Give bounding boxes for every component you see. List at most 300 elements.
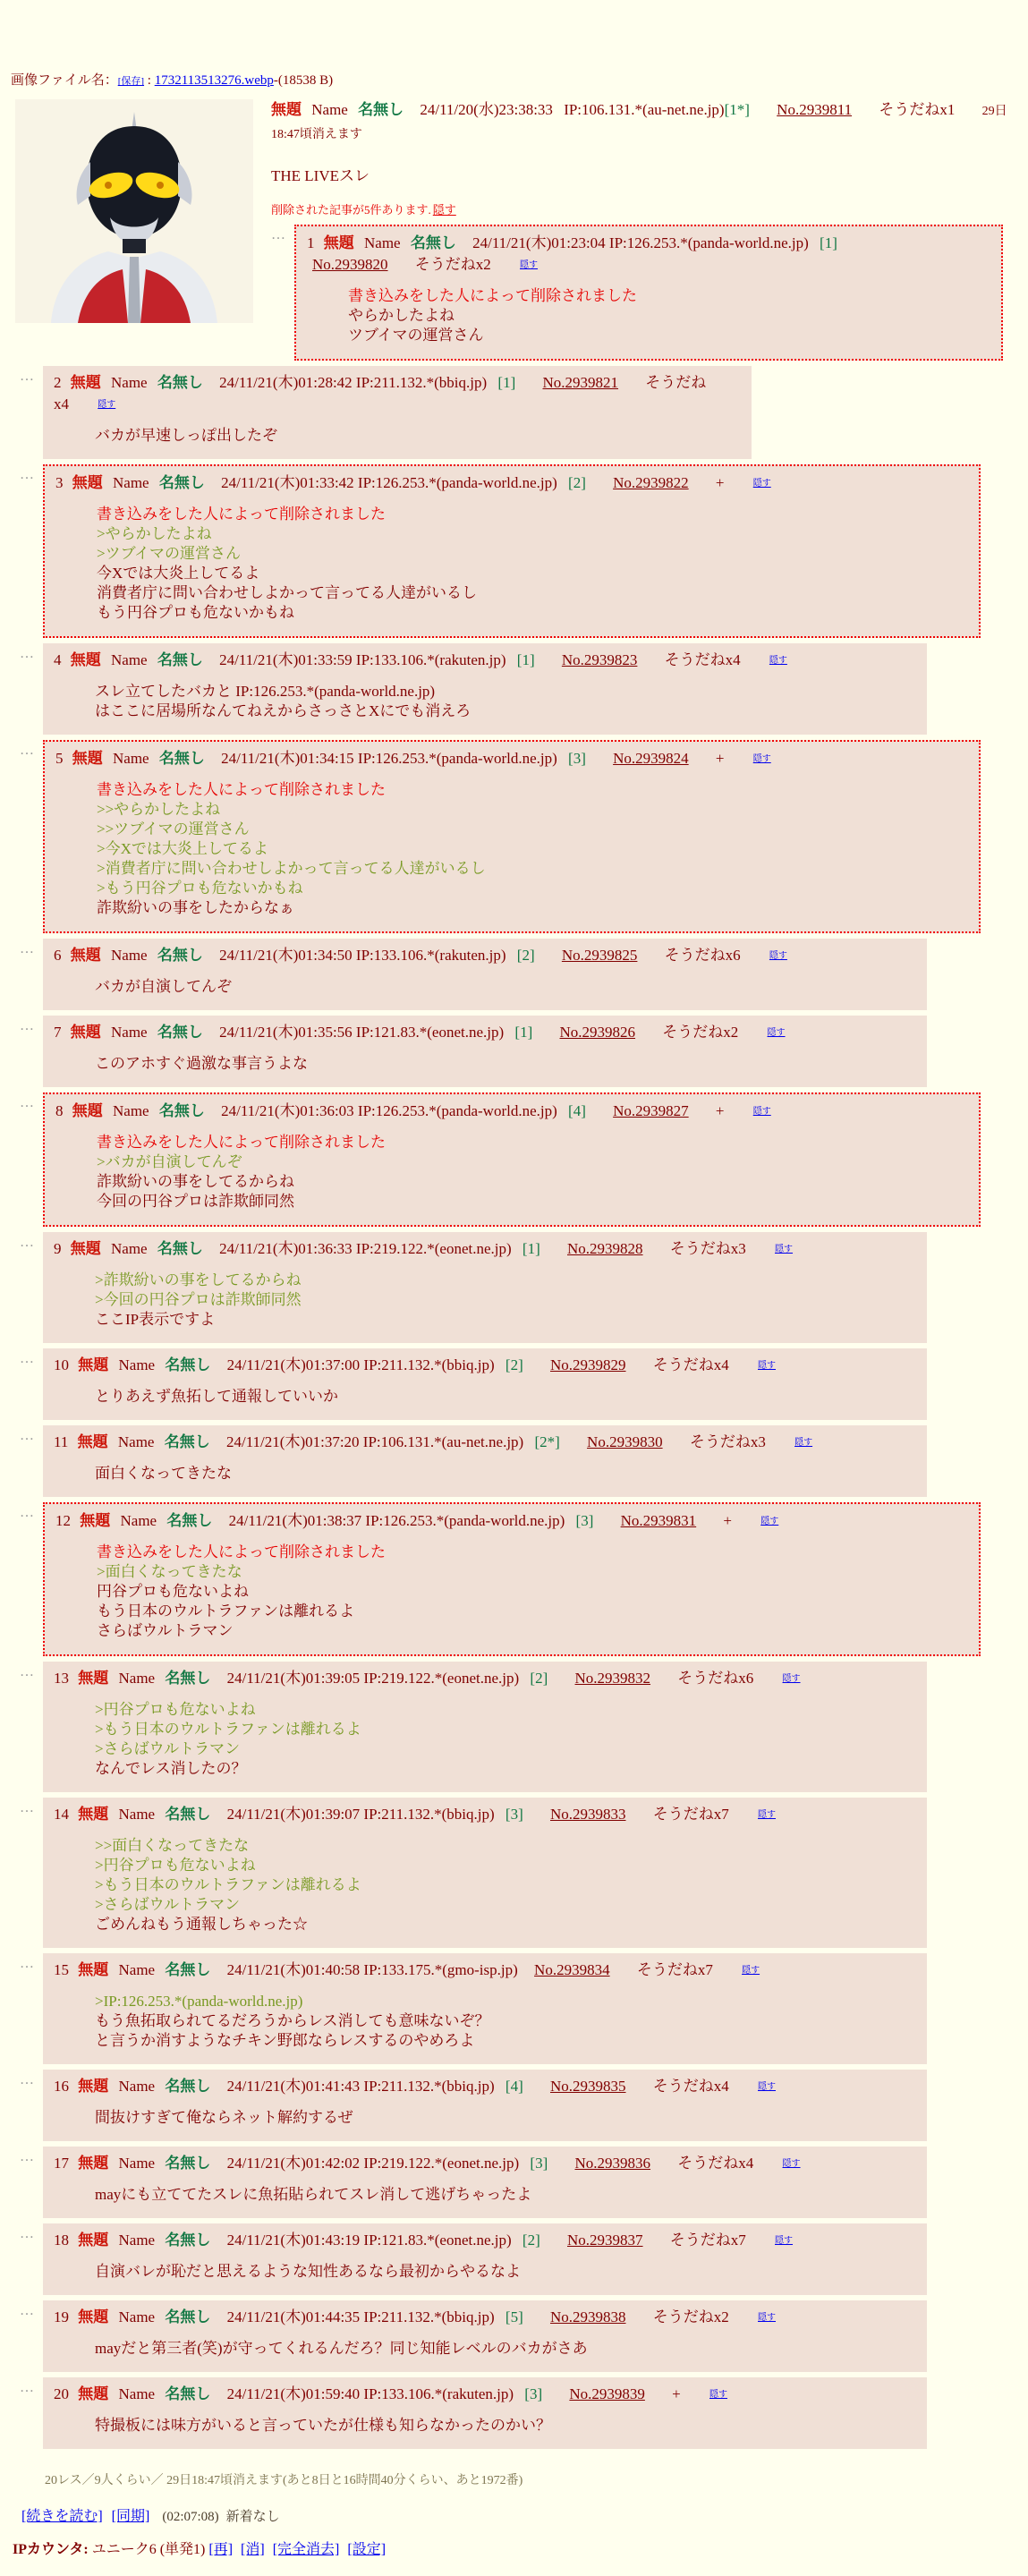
reply-header	[54, 1238, 886, 1262]
reply-poster-name: 名無し	[158, 474, 205, 491]
reply-body	[95, 1054, 886, 1074]
reply-sodane-button[interactable]: そうだねx4	[54, 374, 707, 412]
reply-number: 2	[54, 374, 62, 391]
reply-sodane-button[interactable]: +	[715, 750, 725, 767]
name-label: Name	[111, 1024, 148, 1041]
reply-post	[43, 1502, 981, 1656]
reply-row	[20, 2300, 1028, 2372]
reply-expand-dots[interactable]: …	[20, 1351, 35, 1366]
reply-sodane-button[interactable]: そうだねx2	[652, 2308, 729, 2325]
quote-line: >円谷プロも危ないよね	[95, 1857, 256, 1874]
name-label: Name	[364, 234, 401, 251]
reply-poster-name: 名無し	[165, 2385, 211, 2402]
reply-poster-name: 名無し	[157, 374, 203, 391]
quote-line: >>ツブイマの運営さん	[97, 820, 250, 837]
reply-sodane-button[interactable]: そうだねx2	[662, 1024, 739, 1041]
body-line: なんでレス消したの？	[95, 1760, 247, 1777]
reply-sodane-button[interactable]: +	[715, 1102, 725, 1119]
reply-poster-name: 名無し	[158, 1102, 205, 1119]
reply-row	[20, 2070, 1028, 2141]
reply-datetime-ip: 24/11/21(木)01:36:03 IP:126.253.*(panda-world.ne.jp)	[221, 1102, 557, 1119]
sync-link[interactable]: [同期]	[111, 2509, 150, 2524]
reply-expand-dots[interactable]: …	[20, 1428, 35, 1443]
reply-body	[97, 1133, 938, 1211]
reply-body	[95, 1700, 886, 1779]
reply-header	[54, 1668, 886, 1692]
reply-body	[95, 682, 886, 721]
reply-header	[55, 1101, 938, 1125]
body-line: さらばウルトラマン	[97, 1622, 234, 1639]
body-line: ここIP表示ですよ	[95, 1311, 216, 1328]
reply-body	[95, 426, 710, 446]
name-label: Name	[117, 1433, 155, 1450]
reply-row	[20, 643, 1028, 735]
body-line: 今Xでは大炎上してるよ	[97, 565, 260, 582]
body-line: ごめんねもう通報しちゃった☆	[95, 1916, 308, 1933]
reply-subject: 無題	[78, 1806, 109, 1823]
ip-counter-erase-link[interactable]: [消]	[241, 2542, 265, 2557]
reply-post-no-link[interactable]: No.2939827	[613, 1102, 689, 1119]
body-line: とりあえず魚拓して通報していいか	[95, 1388, 338, 1405]
name-label: Name	[111, 1240, 148, 1257]
quote-line: >さらばウルトラマン	[95, 1740, 241, 1757]
reply-header	[54, 2076, 886, 2100]
quote-line: >バカが自演してんぞ	[97, 1153, 242, 1170]
reply-ip-post-count: [2]	[505, 1356, 523, 1373]
op-datetime: 24/11/20(水)23:38:33	[420, 101, 553, 118]
reply-post-no-link[interactable]: No.2939824	[613, 750, 689, 767]
reply-body	[95, 1271, 886, 1330]
name-label: Name	[118, 2155, 156, 2172]
reply-header	[54, 650, 886, 674]
reply-post	[43, 2223, 927, 2295]
reply-datetime-ip: 24/11/21(木)01:34:50 IP:133.106.*(rakuten.jp)	[219, 947, 506, 964]
reply-sodane-button[interactable]: そうだねx6	[664, 947, 741, 964]
reply-header	[54, 1355, 886, 1379]
reply-ip-post-count: [5]	[505, 2308, 523, 2325]
reply-expand-dots[interactable]: …	[20, 2380, 35, 2395]
reply-post-no-link[interactable]: No.2939835	[549, 2078, 626, 2095]
reply-number: 20	[54, 2385, 69, 2402]
reply-datetime-ip: 24/11/21(木)01:39:07 IP:211.132.*(bbiq.jp)	[226, 1806, 495, 1823]
reply-post	[43, 366, 752, 459]
reply-datetime-ip: 24/11/21(木)01:43:19 IP:121.83.*(eonet.ne.jp)	[226, 2232, 512, 2249]
reply-datetime-ip: 24/11/21(木)01:44:35 IP:211.132.*(bbiq.jp)	[226, 2308, 495, 2325]
reply-post	[43, 1425, 927, 1497]
reply-body	[95, 1992, 886, 2051]
op-sodane-button[interactable]: そうだねx1	[879, 101, 956, 118]
reply-number: 8	[55, 1102, 64, 1119]
body-line: このアホすぐ過激な事言うよな	[95, 1055, 308, 1072]
ip-counter-label: IPカウンタ:	[13, 2542, 89, 2557]
reply-post-no-link[interactable]: No.2939837	[567, 2232, 643, 2249]
reply-expand-dots[interactable]: …	[20, 2303, 35, 2318]
reply-hide-link[interactable]: 隠す	[769, 656, 787, 666]
reply-number: 1	[307, 234, 315, 251]
reply-subject: 無題	[78, 2232, 109, 2249]
reply-row	[20, 464, 1028, 638]
reply-expand-dots[interactable]: …	[20, 941, 35, 956]
reply-number: 5	[55, 750, 64, 767]
quote-line: >やらかしたよね	[97, 525, 212, 542]
quote-line: >さらばウルトラマン	[95, 1896, 241, 1913]
reply-body	[95, 2339, 886, 2359]
quote-line: >円谷プロも危ないよね	[95, 1701, 256, 1718]
reply-body	[348, 286, 960, 345]
reply-sodane-button[interactable]: そうだねx4	[652, 2078, 729, 2095]
reply-post	[43, 1953, 927, 2064]
reply-post-no-link[interactable]: No.2939836	[574, 2155, 651, 2172]
ip-counter-erase-all-link[interactable]: [完全消去]	[272, 2542, 340, 2557]
reply-subject: 無題	[72, 474, 103, 491]
reply-row	[20, 1662, 1028, 1792]
quote-line: >今回の円谷プロは詐欺師同然	[95, 1291, 302, 1308]
reply-hide-link[interactable]: 隠す	[520, 260, 539, 270]
reply-hide-link[interactable]: 隠す	[760, 1517, 779, 1526]
quote-line: >消費者庁に問い合わせしよかって言ってる人達がいるし	[97, 860, 486, 877]
reply-poster-name: 名無し	[166, 1512, 213, 1529]
reply-hide-link[interactable]: 隠す	[98, 400, 116, 410]
reply-hide-link[interactable]: 隠す	[758, 1361, 777, 1371]
reply-datetime-ip: 24/11/21(木)01:34:15 IP:126.253.*(panda-world.ne.jp)	[221, 750, 557, 767]
reply-poster-name: 名無し	[164, 1433, 210, 1450]
reply-datetime-ip: 24/11/21(木)01:33:42 IP:126.253.*(panda-world.ne.jp)	[221, 474, 557, 491]
quote-line: >もう日本のウルトラファンは離れるよ	[95, 1876, 361, 1893]
reply-poster-name: 名無し	[165, 1670, 211, 1687]
name-label: Name	[111, 374, 148, 391]
reply-post	[43, 740, 981, 933]
reply-subject: 無題	[72, 1102, 103, 1119]
reply-hide-link[interactable]: 隠す	[769, 951, 787, 961]
reply-subject: 無題	[70, 1024, 101, 1041]
reply-row	[20, 366, 1028, 459]
reply-post-no-link[interactable]: No.2939830	[587, 1433, 663, 1450]
deleted-by-poster-line: 書き込みをした人によって削除されました	[97, 1134, 386, 1151]
ip-counter-line	[13, 2538, 1028, 2558]
reply-expand-dots[interactable]: …	[20, 743, 35, 758]
reply-number: 14	[54, 1806, 69, 1823]
reply-ip-post-count: [1]	[497, 374, 516, 391]
reply-post-no-link[interactable]: No.2939821	[542, 374, 619, 391]
reply-poster-name: 名無し	[165, 2078, 211, 2095]
replies-list	[9, 225, 1028, 2449]
reply-body	[97, 505, 938, 623]
reply-expand-dots[interactable]: …	[271, 227, 286, 242]
reply-subject: 無題	[78, 1670, 109, 1687]
reply-subject: 無題	[70, 947, 101, 964]
reply-poster-name: 名無し	[165, 2308, 211, 2325]
reply-ip-post-count: [2]	[516, 947, 535, 964]
reply-header	[54, 2384, 886, 2408]
body-line: スレ立てしたバカと IP:126.253.*(panda-world.ne.jp)	[95, 683, 436, 700]
reply-ip-post-count: [3]	[530, 2155, 548, 2172]
body-line: 円谷プロも危ないよね	[97, 1583, 249, 1600]
reply-hide-link[interactable]: 隠す	[775, 2236, 794, 2246]
reply-post-no-link[interactable]: No.2939832	[574, 1670, 651, 1687]
body-line: 特撮板には味方がいると言っていたが仕様も知らなかったのかい？	[95, 2417, 551, 2434]
op-post	[9, 96, 1028, 2449]
reply-expand-dots[interactable]: …	[20, 1235, 35, 1250]
reply-post-no-link[interactable]: No.2939829	[549, 1356, 626, 1373]
reply-row	[20, 1092, 1028, 1227]
reply-row	[20, 1232, 1028, 1343]
reply-expand-dots[interactable]: …	[20, 1956, 35, 1971]
reply-hide-link[interactable]: 隠す	[742, 1966, 760, 1976]
reply-header	[55, 1510, 938, 1535]
body-line: 面白くなってきたな	[95, 1465, 232, 1482]
reply-datetime-ip: 24/11/21(木)01:28:42 IP:211.132.*(bbiq.jp)	[219, 374, 488, 391]
save-link[interactable]: [保存]	[117, 76, 145, 87]
reply-post	[43, 1092, 981, 1227]
sync-time: (02:07:08)	[162, 2510, 219, 2524]
quote-line: >>やらかしたよね	[97, 801, 221, 818]
reply-datetime-ip: 24/11/21(木)01:33:59 IP:133.106.*(rakuten.jp)	[219, 651, 506, 668]
name-label: Name	[113, 750, 149, 767]
reply-ip-post-count: [1]	[522, 1240, 540, 1257]
ip-counter-value: ユニーク6 (単発1)	[91, 2542, 209, 2557]
quote-line: >もう日本のウルトラファンは離れるよ	[95, 1721, 361, 1738]
read-more-link[interactable]: [続きを読む]	[21, 2509, 103, 2524]
reply-body	[95, 2108, 886, 2128]
reply-post	[43, 1016, 927, 1087]
reply-row	[20, 1798, 1028, 1948]
reply-expand-dots[interactable]: …	[20, 1505, 35, 1520]
reply-datetime-ip: 24/11/21(木)01:41:43 IP:211.132.*(bbiq.jp)	[226, 2078, 495, 2095]
body-line: 消費者庁に問い合わせしよかって言ってる人達がいるし	[97, 584, 477, 601]
reply-post	[43, 2147, 927, 2218]
reply-post-no-link[interactable]: No.2939839	[569, 2385, 645, 2402]
body-line: mayだと第三者(笑)が守ってくれるんだろ？同じ知能レベルのバカがさあ	[95, 2340, 588, 2357]
deleted-by-poster-line: 書き込みをした人によって削除されました	[97, 1543, 386, 1560]
reply-subject: 無題	[70, 374, 101, 391]
reply-post	[43, 2070, 927, 2141]
name-label: Name	[113, 1102, 149, 1119]
reply-subject: 無題	[78, 2078, 109, 2095]
reply-post-no-link[interactable]: No.2939822	[613, 474, 689, 491]
reply-row	[20, 1016, 1028, 1087]
body-line: mayにも立ててたスレに魚拓貼られてスレ消して逃げちゃったよ	[95, 2186, 532, 2203]
reply-sodane-button[interactable]: そうだねx7	[636, 1961, 713, 1978]
reply-post-no-link[interactable]: No.2939838	[549, 2308, 626, 2325]
reply-ip-post-count: [2]	[522, 2232, 540, 2249]
name-label: Name	[311, 101, 348, 118]
reply-poster-name: 名無し	[165, 2155, 211, 2172]
reply-body	[95, 1836, 886, 1934]
reply-number: 6	[54, 947, 62, 964]
image-filename-link[interactable]: 1732113513276.webp	[154, 73, 274, 88]
reply-hide-link[interactable]: 隠す	[782, 1674, 801, 1684]
quote-line: >>面白くなってきたな	[95, 1837, 250, 1854]
thread-footer-links	[21, 2504, 1028, 2525]
file-separator: :	[144, 73, 155, 88]
reply-datetime-ip: 24/11/21(木)01:35:56 IP:121.83.*(eonet.ne.jp)	[219, 1024, 505, 1041]
reply-expand-dots[interactable]: …	[20, 1018, 35, 1033]
name-label: Name	[118, 1356, 156, 1373]
reply-sodane-button[interactable]: +	[723, 1512, 732, 1529]
reply-hide-link[interactable]: 隠す	[758, 2313, 777, 2323]
body-line: と言うか消すようなチキン野郎ならレスするのやめろよ	[95, 2032, 475, 2049]
reply-poster-name: 名無し	[165, 1356, 211, 1373]
reply-subject: 無題	[323, 234, 354, 251]
reply-sodane-button[interactable]: そうだねx6	[677, 1670, 754, 1687]
reply-header	[54, 2153, 886, 2177]
quote-line: >面白くなってきたな	[97, 1563, 242, 1580]
reply-post	[43, 464, 981, 638]
reply-post-no-link[interactable]: No.2939826	[559, 1024, 636, 1041]
reply-hide-link[interactable]: 隠す	[752, 754, 771, 764]
reply-expand-dots[interactable]: …	[20, 2226, 35, 2241]
name-label: Name	[118, 1670, 156, 1687]
reply-post-no-link[interactable]: No.2939834	[534, 1961, 610, 1978]
reply-body	[95, 2416, 886, 2436]
reply-expand-dots[interactable]: …	[20, 2072, 35, 2087]
reply-expand-dots[interactable]: …	[20, 1664, 35, 1679]
reply-post-no-link[interactable]: No.2939820	[312, 256, 388, 273]
reply-ip-post-count: [1]	[516, 651, 535, 668]
name-label: Name	[118, 2232, 156, 2249]
reply-sodane-button[interactable]: そうだねx4	[677, 2155, 754, 2172]
reply-post-no-link[interactable]: No.2939828	[567, 1240, 643, 1257]
reply-header	[54, 1432, 886, 1456]
body-line: 間抜けすぎて俺ならネット解約するぜ	[95, 2109, 353, 2126]
op-post-no-link[interactable]: No.2939811	[777, 101, 853, 118]
reply-expand-dots[interactable]: …	[20, 1800, 35, 1815]
reply-number: 19	[54, 2308, 69, 2325]
reply-sodane-button[interactable]: そうだねx2	[414, 256, 491, 273]
reply-header	[54, 2230, 886, 2254]
name-label: Name	[118, 1806, 156, 1823]
reply-sodane-button[interactable]: +	[715, 474, 725, 491]
name-label: Name	[120, 1512, 157, 1529]
reply-sodane-button[interactable]: +	[672, 2385, 681, 2402]
body-line: やらかしたよね	[348, 307, 455, 324]
reply-number: 16	[54, 2078, 69, 2095]
reply-header	[54, 1022, 886, 1046]
reply-row	[20, 939, 1028, 1010]
reply-datetime-ip: 24/11/21(木)01:42:02 IP:219.122.*(eonet.ne.jp)	[226, 2155, 520, 2172]
body-line: はここに居場所なんてねえからさっさとXにでも消えろ	[95, 702, 472, 719]
reply-row	[20, 740, 1028, 933]
reply-post	[43, 1348, 927, 1420]
reply-hide-link[interactable]: 隠す	[752, 479, 771, 489]
reply-sodane-button[interactable]: そうだねx4	[664, 651, 741, 668]
reply-post-no-link[interactable]: No.2939831	[620, 1512, 697, 1529]
reply-body	[95, 2262, 886, 2282]
reply-number: 7	[54, 1024, 62, 1041]
reply-poster-name: 名無し	[165, 1806, 211, 1823]
reply-expand-dots[interactable]: …	[20, 369, 35, 384]
reply-post	[43, 643, 927, 735]
reply-hide-link[interactable]: 隠す	[758, 2082, 777, 2092]
reply-hide-link[interactable]: 隠す	[752, 1107, 771, 1117]
body-line: 詐欺紛いの事をしたからなぁ	[97, 899, 294, 916]
reply-post	[43, 1232, 927, 1343]
reply-poster-name: 名無し	[157, 947, 203, 964]
image-file-line	[11, 70, 1028, 89]
body-line: バカが早速しっぽ出したぞ	[95, 427, 277, 444]
reply-subject: 無題	[78, 2308, 109, 2325]
reply-row	[20, 2377, 1028, 2449]
op-subject: 無題	[271, 101, 302, 118]
reply-sodane-button[interactable]: そうだねx3	[689, 1433, 766, 1450]
op-ip: IP:106.131.*(au-net.ne.jp)	[564, 101, 725, 118]
reply-hide-link[interactable]: 隠す	[709, 2390, 727, 2400]
body-line: 今回の円谷プロは詐欺師同然	[97, 1193, 294, 1210]
reply-body	[97, 1543, 938, 1641]
reply-datetime-ip: 24/11/21(木)01:38:37 IP:126.253.*(panda-world.ne.jp)	[228, 1512, 565, 1529]
reply-ip-post-count: [3]	[505, 1806, 523, 1823]
reply-ip-post-count: [2*]	[534, 1433, 560, 1450]
deleted-posts-hide-link[interactable]: 隠す	[432, 203, 456, 217]
reply-expand-dots[interactable]: …	[20, 646, 35, 661]
reply-header	[54, 1960, 886, 1984]
reply-hide-link[interactable]: 隠す	[794, 1438, 813, 1448]
name-label: Name	[118, 2308, 156, 2325]
reply-subject: 無題	[78, 2155, 109, 2172]
deleted-posts-notice-text: 削除された記事が5件あります.	[271, 203, 431, 217]
reply-sodane-button[interactable]: そうだねx4	[652, 1356, 729, 1373]
reply-expand-dots[interactable]: …	[20, 467, 35, 482]
reply-header	[55, 748, 938, 772]
reply-expand-dots[interactable]: …	[20, 2149, 35, 2164]
image-filesize: -(18538 B)	[273, 73, 334, 88]
reply-post-no-link[interactable]: No.2939825	[561, 947, 638, 964]
reply-sodane-button[interactable]: そうだねx7	[669, 2232, 746, 2249]
reply-post	[43, 1662, 927, 1792]
reply-datetime-ip: 24/11/21(木)01:36:33 IP:219.122.*(eonet.ne.jp)	[219, 1240, 512, 1257]
deleted-by-poster-line: 書き込みをした人によって削除されました	[348, 287, 637, 304]
reply-hide-link[interactable]: 隠す	[758, 1810, 777, 1820]
reply-number: 9	[54, 1240, 62, 1257]
quote-line: >もう円谷プロも危ないかもね	[97, 880, 303, 897]
ip-counter-reload-link[interactable]: [再]	[208, 2542, 234, 2557]
quote-line: >ツブイマの運営さん	[97, 545, 242, 562]
reply-subject: 無題	[70, 651, 101, 668]
reply-datetime-ip: 24/11/21(木)01:37:20 IP:106.131.*(au-net.ne.jp)	[225, 1433, 524, 1450]
quote-line: >今Xでは大炎上してるよ	[97, 840, 268, 857]
reply-sodane-button[interactable]: そうだねx3	[669, 1240, 746, 1257]
reply-number: 13	[54, 1670, 69, 1687]
reply-post-no-link[interactable]: No.2939823	[561, 651, 638, 668]
reply-number: 10	[54, 1356, 69, 1373]
reply-sodane-button[interactable]: そうだねx7	[652, 1806, 729, 1823]
reply-poster-name: 名無し	[165, 2232, 211, 2249]
reply-datetime-ip: 24/11/21(木)01:37:00 IP:211.132.*(bbiq.jp)	[226, 1356, 495, 1373]
reply-number: 12	[55, 1512, 71, 1529]
ip-counter-settings-link[interactable]: [設定]	[347, 2542, 387, 2557]
reply-number: 18	[54, 2232, 69, 2249]
op-ip-post-count: [1*]	[724, 101, 750, 118]
reply-hide-link[interactable]: 隠す	[782, 2159, 801, 2169]
reply-row	[20, 1425, 1028, 1497]
reply-body	[95, 2185, 886, 2205]
reply-header	[307, 233, 960, 278]
name-label: Name	[118, 2078, 156, 2095]
reply-expand-dots[interactable]: …	[20, 1095, 35, 1110]
name-label: Name	[113, 474, 149, 491]
reply-ip-post-count: [2]	[530, 1670, 548, 1687]
reply-post-no-link[interactable]: No.2939833	[549, 1806, 626, 1823]
reply-row	[271, 225, 1028, 361]
reply-number: 11	[54, 1433, 69, 1450]
reply-post	[43, 2300, 927, 2372]
reply-hide-link[interactable]: 隠す	[775, 1245, 794, 1254]
quote-line: >詐欺紛いの事をしてるからね	[95, 1271, 302, 1288]
reply-ip-post-count: [3]	[524, 2385, 543, 2402]
reply-hide-link[interactable]: 隠す	[767, 1028, 786, 1038]
reply-post	[43, 1798, 927, 1948]
thread-image[interactable]	[15, 99, 253, 323]
